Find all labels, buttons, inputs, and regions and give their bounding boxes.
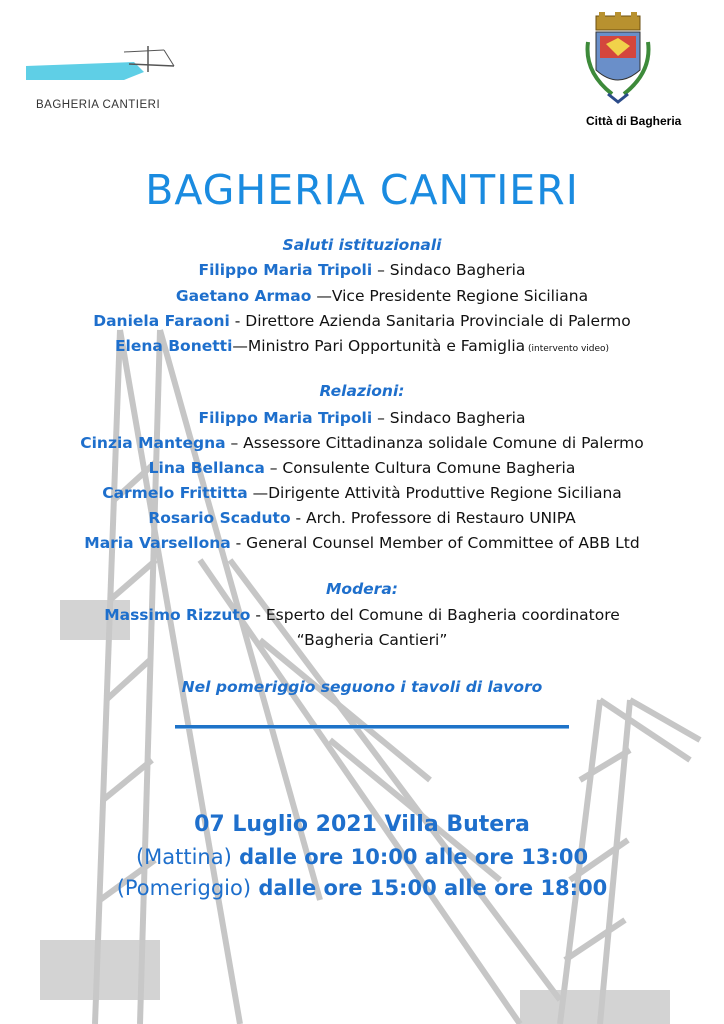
speaker-name: Carmelo Frittitta — [102, 484, 248, 502]
moderator-role: - Esperto del Comune di Bagheria coordinatore — [250, 606, 620, 624]
city-crest-icon — [582, 12, 654, 108]
divider — [175, 725, 569, 729]
speaker-name: Filippo Maria Tripoli — [198, 261, 373, 279]
morning-time: dalle ore 10:00 alle ore 13:00 — [231, 845, 589, 869]
speaker-role: – Assessore Cittadinanza solidale Comune di Palermo — [225, 434, 644, 452]
afternoon-note: Nel pomeriggio seguono i tavoli di lavoro — [181, 678, 543, 696]
logo-text: BAGHERIA CANTIERI — [36, 99, 161, 111]
moderator-role-line2: “Bagheria Cantieri” — [296, 631, 448, 649]
moderator — [0, 606, 724, 624]
speaker-name: Gaetano Armao — [175, 287, 312, 305]
relazioni-item — [0, 484, 724, 502]
saluti-item — [0, 337, 724, 355]
relazioni-item — [0, 509, 724, 527]
relazioni-item — [0, 409, 724, 427]
speaker-role: - Direttore Azienda Sanitaria Provinciale di Palermo — [229, 312, 631, 330]
saluti-item — [0, 261, 724, 279]
event-afternoon — [0, 876, 724, 900]
saluti-item — [20, 287, 724, 305]
page-title: BAGHERIA CANTIERI — [145, 166, 579, 214]
relazioni-item — [0, 534, 724, 552]
crane-logo-icon — [24, 44, 194, 94]
speaker-role: - Arch. Professore di Restauro UNIPA — [290, 509, 576, 527]
speaker-note: (intervento video) — [525, 344, 610, 354]
speaker-role: —Vice Presidente Regione Siciliana — [311, 287, 589, 305]
speaker-role: – Sindaco Bagheria — [372, 409, 526, 427]
saluti-item — [0, 312, 724, 330]
city-caption: Città di Bagheria — [586, 114, 682, 128]
speaker-role: —Ministro Pari Opportunità e Famiglia — [232, 337, 526, 355]
speaker-role: – Consulente Cultura Comune Bagheria — [264, 459, 576, 477]
saluti-heading: Saluti istituzionali — [282, 236, 442, 254]
speaker-name: Elena Bonetti — [114, 337, 233, 355]
relazioni-heading: Relazioni: — [319, 382, 405, 400]
relazioni-item — [0, 459, 724, 477]
speaker-role: —Dirigente Attività Produttive Regione Siciliana — [247, 484, 622, 502]
afternoon-time: dalle ore 15:00 alle ore 18:00 — [251, 876, 608, 900]
modera-heading: Modera: — [326, 580, 398, 598]
speaker-name: Filippo Maria Tripoli — [198, 409, 373, 427]
speaker-name: Rosario Scaduto — [148, 509, 291, 527]
speaker-name: Lina Bellanca — [148, 459, 265, 477]
morning-label: (Mattina) — [135, 845, 232, 869]
speaker-name: Cinzia Mantegna — [80, 434, 226, 452]
relazioni-item — [0, 434, 724, 452]
moderator-name: Massimo Rizzuto — [104, 606, 251, 624]
event-date-place: 07 Luglio 2021 Villa Butera — [194, 812, 530, 837]
bagheria-cantieri-logo — [24, 44, 194, 124]
speaker-name: Daniela Faraoni — [93, 312, 230, 330]
event-morning — [0, 845, 724, 869]
speaker-role: - General Counsel Member of Committee of ABB Ltd — [230, 534, 640, 552]
afternoon-label: (Pomeriggio) — [116, 876, 252, 900]
speaker-role: – Sindaco Bagheria — [372, 261, 526, 279]
speaker-name: Maria Varsellona — [84, 534, 231, 552]
